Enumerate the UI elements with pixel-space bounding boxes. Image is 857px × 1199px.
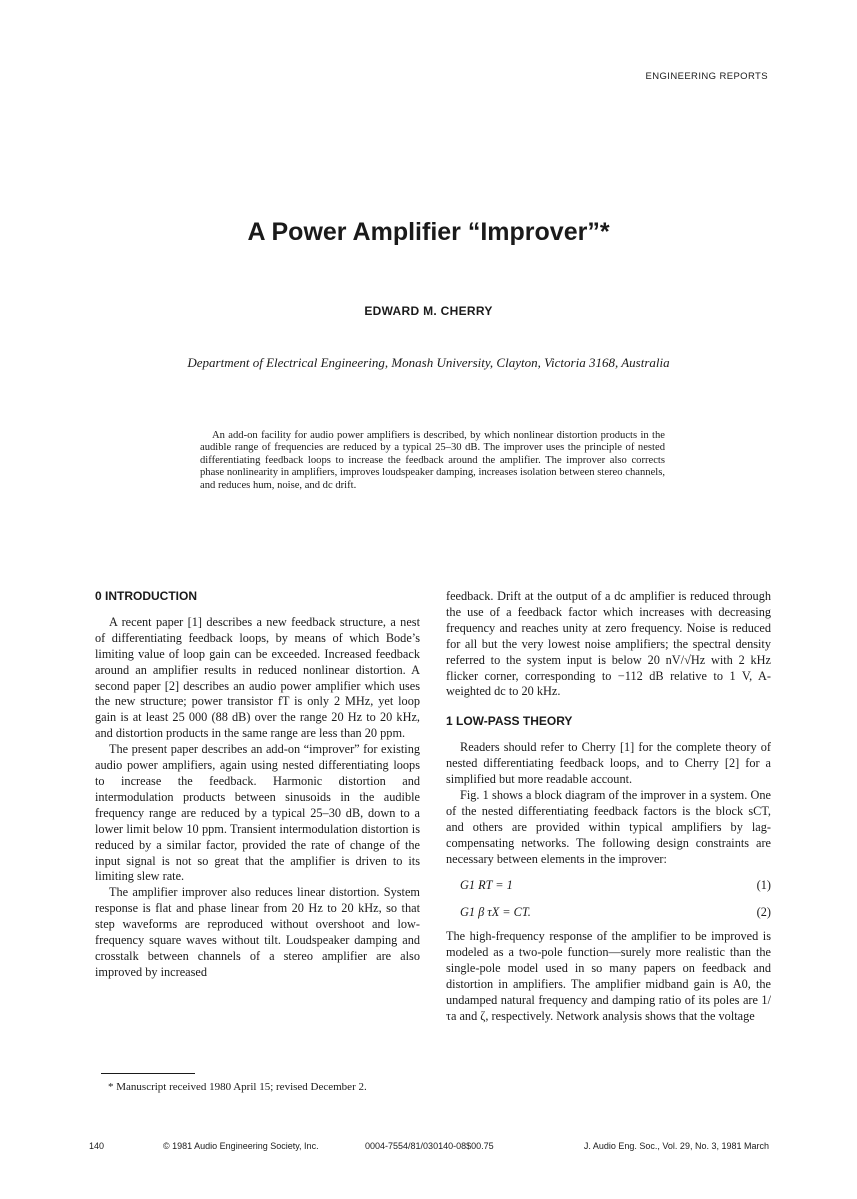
paper-title: A Power Amplifier “Improver”* <box>247 218 610 246</box>
right-column <box>446 589 771 1025</box>
paragraph: Readers should refer to Cherry [1] for the complete theory of nested differentiating feedback loops, and to Cherry [2] for a simplified but more readable account. <box>446 740 771 787</box>
footnote: * Manuscript received 1980 April 15; revised December 2. <box>108 1081 367 1093</box>
author-name: EDWARD M. CHERRY <box>364 304 493 318</box>
left-column <box>95 589 420 981</box>
page-number: 140 <box>89 1141 105 1151</box>
paragraph: The amplifier improver also reduces linear distortion. System response is flat and phase linear from 20 Hz to 20 kHz, so that step waveforms are reproduced without overshoot and low-frequency square waves without tilt. Loudspeaker damping and crosstalk between channels of a stereo amplifier are also improved by increased <box>95 885 420 979</box>
equation-body: G1 β τX = CT. <box>460 905 531 920</box>
section-heading-low-pass-theory: 1 LOW-PASS THEORY <box>446 714 573 729</box>
running-head: ENGINEERING REPORTS <box>645 71 768 82</box>
equation-number: (1) <box>756 877 771 892</box>
footnote-divider <box>101 1073 195 1074</box>
equation-2 <box>446 905 771 921</box>
paragraph: feedback. Drift at the output of a dc amplifier is reduced through the use of a feedback factor which increases with decreasing frequency and reaches unity at zero frequency. Noise is reduced for all but the very lowest noise amplifiers; the spectral density referred to the system input is below 20 nV/√Hz with 2 kHz flicker corner, corresponding to −112 dB relative to 1 V, A-weighted dc to 20 kHz. <box>446 589 771 699</box>
paragraph: Fig. 1 shows a block diagram of the improver in a system. One of the nested differentiating feedback factors is the block sCT, and others are provided within typical amplifiers by lag-compensating networks. The following design constraints are necessary between elements in the improver: <box>446 787 771 866</box>
article-code: 0004-7554/81/030140-08$00.75 <box>365 1141 494 1151</box>
copyright: © 1981 Audio Engineering Society, Inc. <box>163 1141 319 1151</box>
paragraph: A recent paper [1] describes a new feedback structure, a nest of differentiating feedback loops, by means of which Bode’s limiting value of loop gain can be exceeded. Increased feedback around an amplifier results in reduced nonlinear distortion. A second paper [2] describes an audio power amplifier which uses the new structure; power transistor fT is only 2 MHz, yet loop gain is at least 25 000 (88 dB) over the range 20 Hz to 20 kHz, and distortion products in the same range are less than 20 ppm. <box>95 614 420 741</box>
abstract: An add-on facility for audio power amplifiers is described, by which nonlinear distortion products in the audible range of frequencies are reduced by a typical 25–30 dB. The improver uses the principle of nested differentiating feedback loops to increase the feedback around the amplifier. The improver also corrects phase nonlinearity in amplifiers, improves loudspeaker damping, increases isolation between stereo channels, and reduces hum, noise, and dc drift. <box>200 430 665 491</box>
equation-1 <box>446 878 771 894</box>
journal-citation: J. Audio Eng. Soc., Vol. 29, No. 3, 1981 March <box>583 1141 769 1151</box>
paragraph: The present paper describes an add-on “improver” for existing audio power amplifiers, again using nested differentiating loops to increase the feedback. Harmonic distortion and intermodulation products between sinusoids in the audible frequency range are reduced by a typical 25–30 dB, down to a lower limit below 10 ppm. Transient intermodulation distortion is reduced by a similar factor, provided the rate of change of the input signal is not so great that the amplifier is driven to its limiting slew rate. <box>95 742 420 884</box>
section-heading-introduction: 0 INTRODUCTION <box>95 589 197 603</box>
paragraph: The high-frequency response of the amplifier to be improved is modeled as a two-pole function—surely more realistic than the single-pole model used in so many papers on feedback and distortion in amplifiers. The amplifier midband gain is A0, the undamped natural frequency and damping ratio of its poles are 1/τa and ζ, respectively. Network analysis shows that the voltage <box>446 929 771 1023</box>
equation-body: G1 RT = 1 <box>460 877 513 892</box>
affiliation: Department of Electrical Engineering, Monash University, Clayton, Victoria 3168, Australia <box>187 355 670 370</box>
equation-number: (2) <box>756 905 771 920</box>
